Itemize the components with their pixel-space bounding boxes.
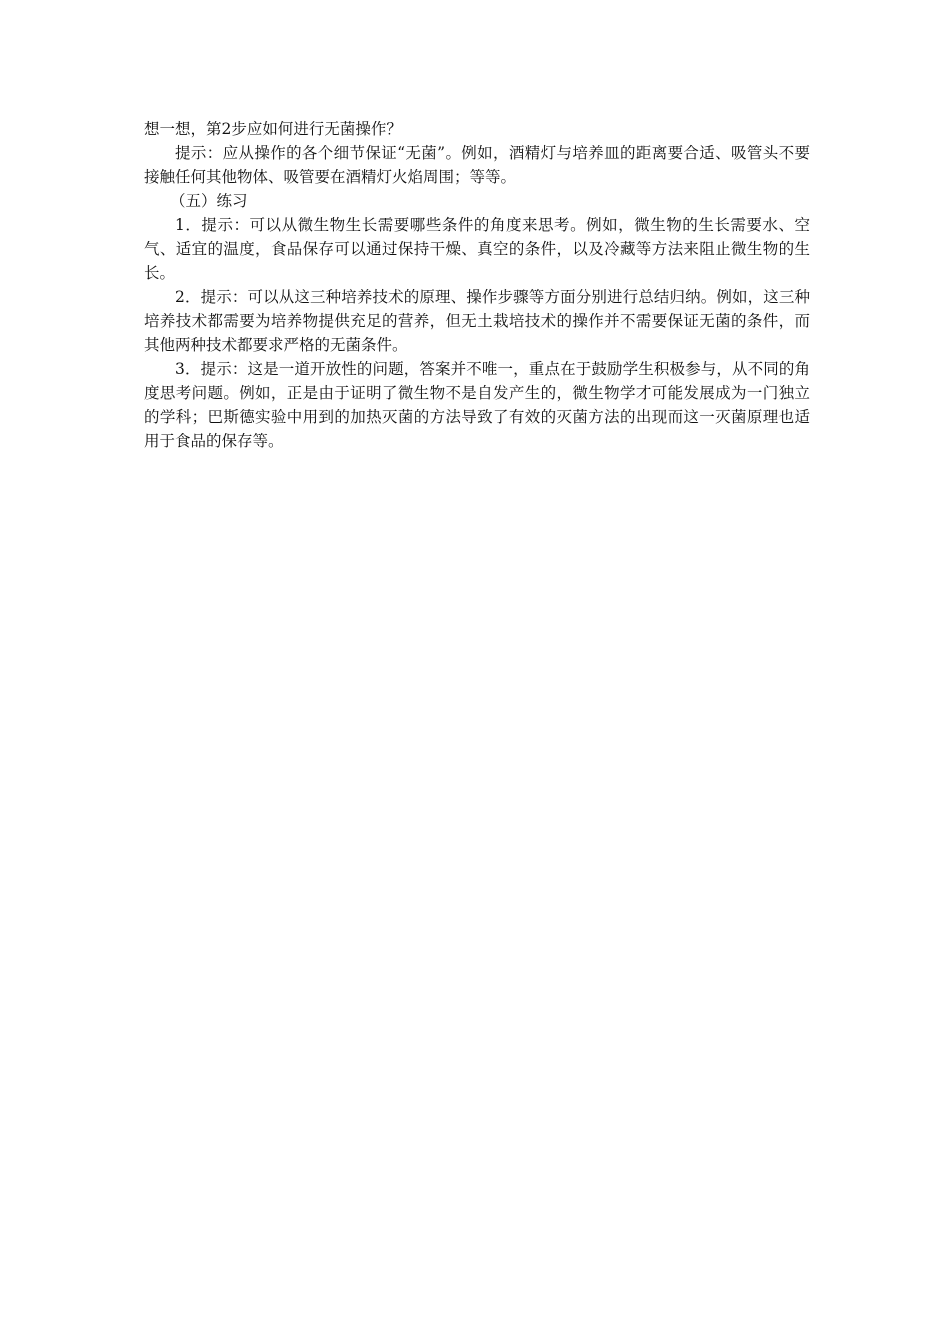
question-paragraph: 想一想，第2步应如何进行无菌操作？ bbox=[144, 120, 402, 138]
exercise-1-paragraph: 1．提示：可以从微生物生长需要哪些条件的角度来思考。例如，微生物的生长需要水、空气、适宜的温度，食品保存可以通过保持干燥、真空的条件，以及冷藏等方法来阻止微生物的生长。 bbox=[144, 216, 810, 282]
section-heading: （五）练习 bbox=[170, 192, 248, 210]
exercise-2-paragraph: 2．提示：可以从这三种培养技术的原理、操作步骤等方面分别进行总结归纳。例如，这三种培养技术都需要为培养物提供充足的营养，但无土栽培技术的操作并不需要保证无菌的条件，而其他两种技术都要求严格的无菌条件。 bbox=[144, 288, 810, 354]
document-body bbox=[144, 117, 810, 453]
exercise-3-paragraph: 3．提示：这是一道开放性的问题，答案并不唯一，重点在于鼓励学生积极参与，从不同的角度思考问题。例如，正是由于证明了微生物不是自发产生的，微生物学才可能发展成为一门独立的学科；巴斯德实验中用到的加热灭菌的方法导致了有效的灭菌方法的出现而这一灭菌原理也适用于食品的保存等。 bbox=[144, 360, 810, 450]
hint-paragraph: 提示：应从操作的各个细节保证“无菌”。例如，酒精灯与培养皿的距离要合适、吸管头不要接触任何其他物体、吸管要在酒精灯火焰周围；等等。 bbox=[144, 144, 810, 186]
